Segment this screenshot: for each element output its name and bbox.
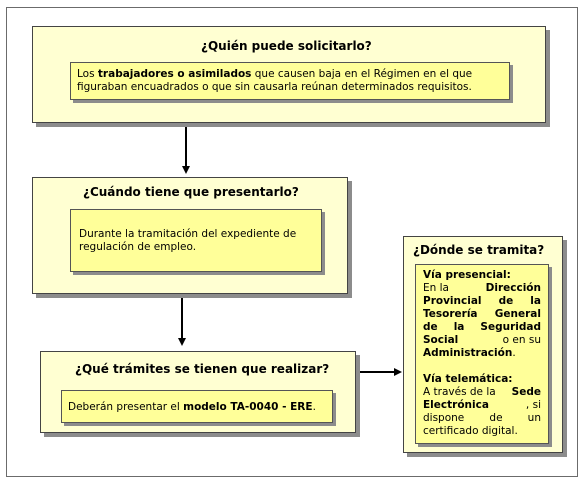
telematica-label: Vía telemática: [423, 373, 513, 385]
what-title: ¿Qué trámites se tienen que realizar? [75, 362, 330, 376]
who-text-box: Los trabajadores o asimilados que causen baja en el Régimen en el que figuraban encuadrados o que sin causarla reúnan determinados requisitos. [70, 62, 510, 100]
where-box [403, 236, 563, 453]
what-box [40, 351, 356, 433]
what-text-box: Deberán presentar el modelo TA-0040 - ERE. [61, 390, 333, 423]
presencial-label: Vía presencial: [423, 269, 511, 281]
when-text-box: Durante la tramitación del expediente de regulación de empleo. [70, 209, 322, 272]
where-text-box: Vía presencial: En la Dirección Provincial de la Tesorería General de la Seguridad Social o en su Administración. Vía telemática: A través de la Sede Electrónica , si dispone de un certificado digital. [415, 264, 549, 444]
when-title: ¿Cuándo tiene que presentarlo? [83, 185, 299, 199]
who-title: ¿Quién puede solicitarlo? [201, 39, 372, 53]
where-title: ¿Dónde se tramita? [413, 243, 545, 257]
form-model: modelo TA-0040 - ERE [183, 401, 313, 413]
who-box [32, 26, 546, 123]
when-box [32, 177, 348, 294]
who-highlight: trabajadores o asimilados [97, 68, 252, 80]
